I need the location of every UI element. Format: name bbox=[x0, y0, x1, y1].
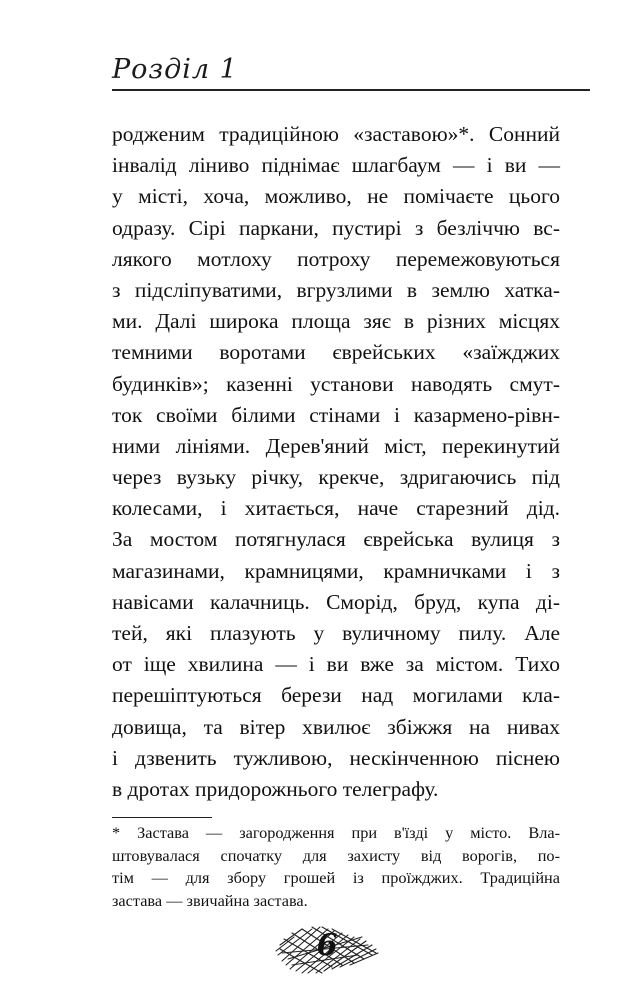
footnote-rule bbox=[112, 817, 212, 818]
text-line: тей, які плазують у вуличному пилу. Але bbox=[112, 621, 560, 645]
text-line: ними лініями. Дерев'яний міст, перекинутий bbox=[112, 433, 560, 458]
text-line: роджeним традиційною «заставою»*. Сонний bbox=[112, 122, 560, 146]
text-line: ток своїми білими стінами і казармено-рівн- bbox=[112, 402, 560, 427]
text-line: За мостом потягнулася єврейська вулиця з bbox=[112, 527, 560, 552]
text-line: з підсліпуватими, вгрузлими в землю хатка- bbox=[112, 277, 560, 302]
chapter-label: Розділ 1 bbox=[112, 54, 238, 85]
main-text bbox=[112, 119, 560, 805]
text-line: довища, та вітер хвилює збіжжя на нивах bbox=[112, 714, 560, 739]
text-line: темними воротами єврейських «заїжджих bbox=[112, 340, 560, 365]
text-line: через вузьку річку, крекче, здригаючись під bbox=[112, 465, 560, 490]
header-rule bbox=[112, 89, 590, 91]
footnote-line: * Застава — загородження при в'їзді у місто. Вла- bbox=[112, 823, 560, 842]
text-line: інвалід ліниво піднімає шлагбаум — і ви — bbox=[112, 153, 560, 178]
footnote-line: тім — для збору грошей із проїжджих. Традиційна bbox=[112, 868, 560, 887]
text-line: от іще хвилина — і ви вже за містом. Тихо bbox=[112, 652, 560, 677]
page-number-ornament bbox=[272, 915, 382, 981]
text-line: навісами калачниць. Сморід, бруд, купа ді- bbox=[112, 589, 560, 614]
text-line: і дзвенить тужливою, нескінченною піснею bbox=[112, 745, 560, 770]
running-header bbox=[112, 54, 592, 94]
footnote-line: штовувалася спочатку для захисту від ворогів, по- bbox=[112, 845, 560, 865]
text-line: ми. Далі широка площа зяє в різних місцях bbox=[112, 309, 560, 334]
page-number: 6 bbox=[316, 928, 338, 963]
text-line: колесами, і хитається, наче старезний дід. bbox=[112, 496, 560, 521]
text-line: магазинами, крамницями, крамничками і з bbox=[112, 558, 560, 583]
text-line: в дротах придорожнього телеграфу. bbox=[112, 776, 439, 801]
text-line: одразу. Сірі паркани, пустирі з безліччю вс- bbox=[112, 215, 560, 240]
footnote bbox=[112, 822, 560, 912]
footnote-line: застава — звичайна застава. bbox=[112, 890, 308, 910]
text-line: будинків»; казенні установи наводять смут- bbox=[112, 371, 560, 396]
text-line: перешіптуються берези над могилами кла- bbox=[112, 683, 560, 708]
text-line: у місті, хоча, можливо, не помічаєте цього bbox=[112, 184, 560, 209]
text-line: лякого мотлоху потроху перемежовуються bbox=[112, 246, 560, 271]
